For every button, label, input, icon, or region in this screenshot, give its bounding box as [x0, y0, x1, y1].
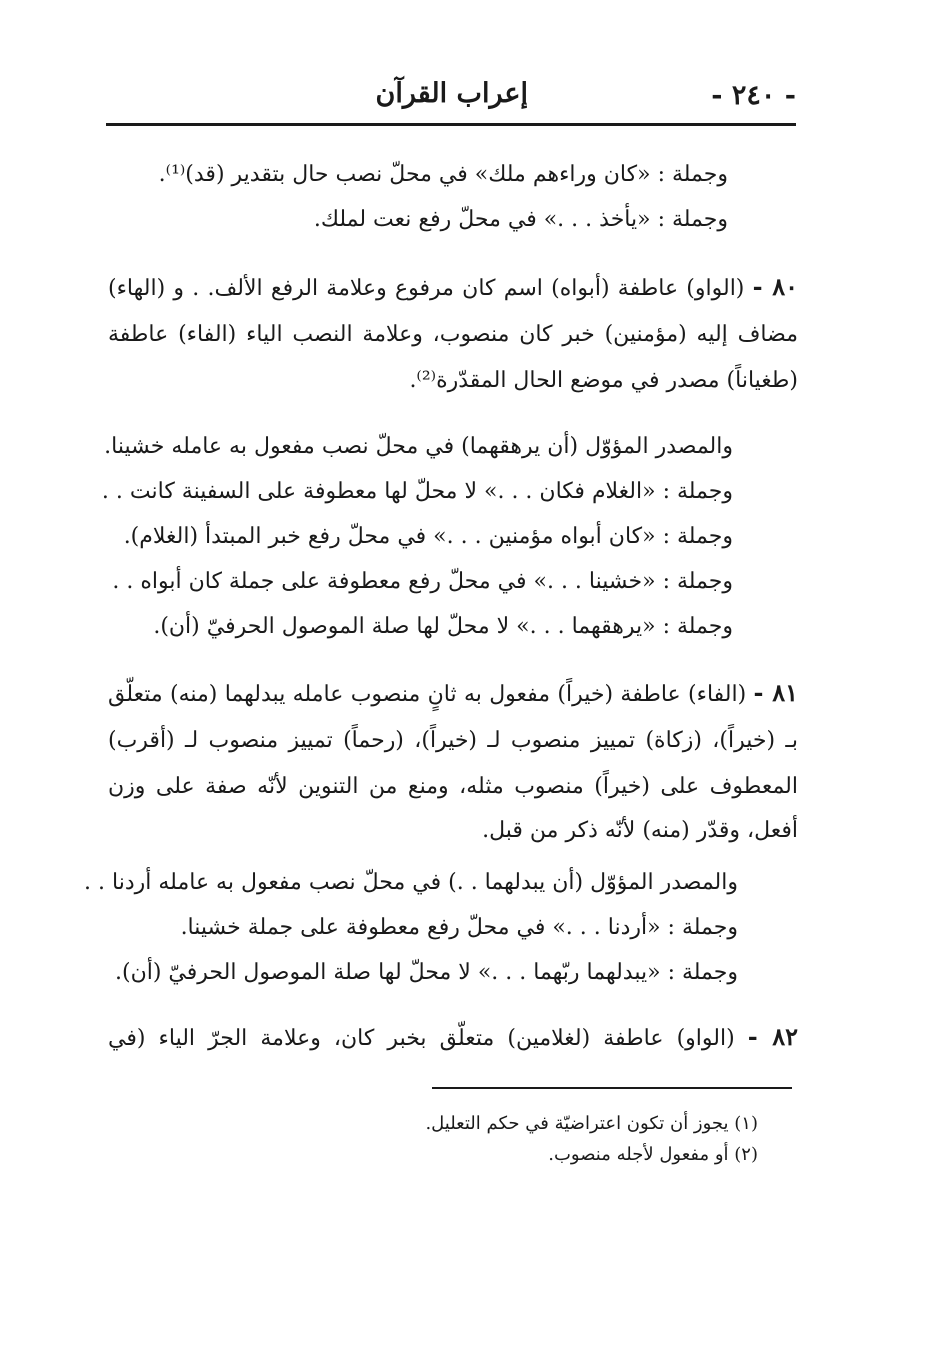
footnote-rule	[432, 1087, 792, 1089]
verse-number: ٨٢ -	[747, 1022, 798, 1051]
sentence-line: وجملة : «خشينا . . .» في محلّ رفع معطوفة على جملة كان أبواه . .	[112, 569, 733, 594]
paragraph-text: (الواو) عاطفة (أبواه) اسم كان مرفوع وعلامة الرفع الألف. . و (الهاء)	[108, 276, 745, 301]
sentence-line: وجملة : «كان وراءهم ملك» في محلّ نصب حال بتقدير (قد)⁽¹⁾.	[158, 162, 728, 187]
sentence-line: وجملة : «يرهقهما . . .» لا محلّ لها صلة الموصول الحرفيّ (أن).	[153, 614, 733, 639]
paragraph-80-line-3: (طغياناً) مصدر في موضع الحال المقدّرة⁽²⁾.	[409, 368, 798, 393]
paragraph-81-line-4: أفعل، وقدّر (منه) لأنّه ذكر من قبل.	[482, 818, 798, 843]
sentence-line: والمصدر المؤوّل (أن يرهقهما) في محلّ نصب مفعول به عامله خشينا.	[104, 434, 733, 459]
running-title: إعراب القرآن	[375, 78, 528, 109]
sentence-line: والمصدر المؤوّل (أن يبدلهما . .) في محلّ نصب مفعول به عامله أردنا . .	[84, 870, 738, 895]
sentence-line: وجملة : «يأخذ . . .» في محلّ رفع نعت لملك.	[313, 207, 728, 232]
verse-number: ٨١ -	[753, 678, 798, 707]
header-rule	[106, 123, 796, 126]
sentence-line: وجملة : «الغلام فكان . . .» لا محلّ لها معطوفة على السفينة كانت . .	[101, 479, 733, 504]
paragraph-81-line-3: المعطوف على (خيراً) منصوب مثله، ومنع من التنوين لأنّه صفة على وزن	[108, 774, 798, 799]
paragraph-81-line-1	[108, 678, 798, 710]
paragraph-80-line-2: مضاف إليه (مؤمنين) خبر كان منصوب، وعلامة النصب الياء (الفاء) عاطفة	[108, 322, 798, 347]
paragraph-text: (الواو) عاطفة (لغلامين) متعلّق بخبر كان، وعلامة الجرّ الياء (في	[108, 1026, 735, 1051]
page-header	[108, 72, 796, 122]
sentence-line: وجملة : «أردنا . . .» في محلّ رفع معطوفة على جملة خشينا.	[180, 915, 738, 940]
paragraph-text: (الفاء) عاطفة (خيراً) مفعول به ثانٍ منصوب عامله يبدلهما (منه) متعلّق	[108, 682, 747, 707]
footnote-1: (١) يجوز أن تكون اعتراضيّة في حكم التعليل.	[425, 1113, 758, 1134]
sentence-line: وجملة : «كان أبواه مؤمنين . . .» في محلّ رفع خبر المبتدأ (الغلام).	[123, 524, 733, 549]
page-number: - ٢٤٠ -	[711, 80, 796, 111]
paragraph-81-line-2: بـ (خيراً)، (زكاة) تمييز منصوب لـ (خيراً)، (رحماً) تمييز منصوب لـ (أقرب)	[108, 728, 798, 753]
sentence-line: وجملة : «يبدلهما ربّهما . . .» لا محلّ لها صلة الموصول الحرفيّ (أن).	[115, 960, 738, 985]
paragraph-80-line-1	[108, 272, 798, 304]
paragraph-82-line-1	[108, 1022, 798, 1054]
verse-number: ٨٠ -	[752, 272, 799, 301]
footnote-2: (٢) أو مفعول لأجله منصوب.	[548, 1144, 758, 1165]
